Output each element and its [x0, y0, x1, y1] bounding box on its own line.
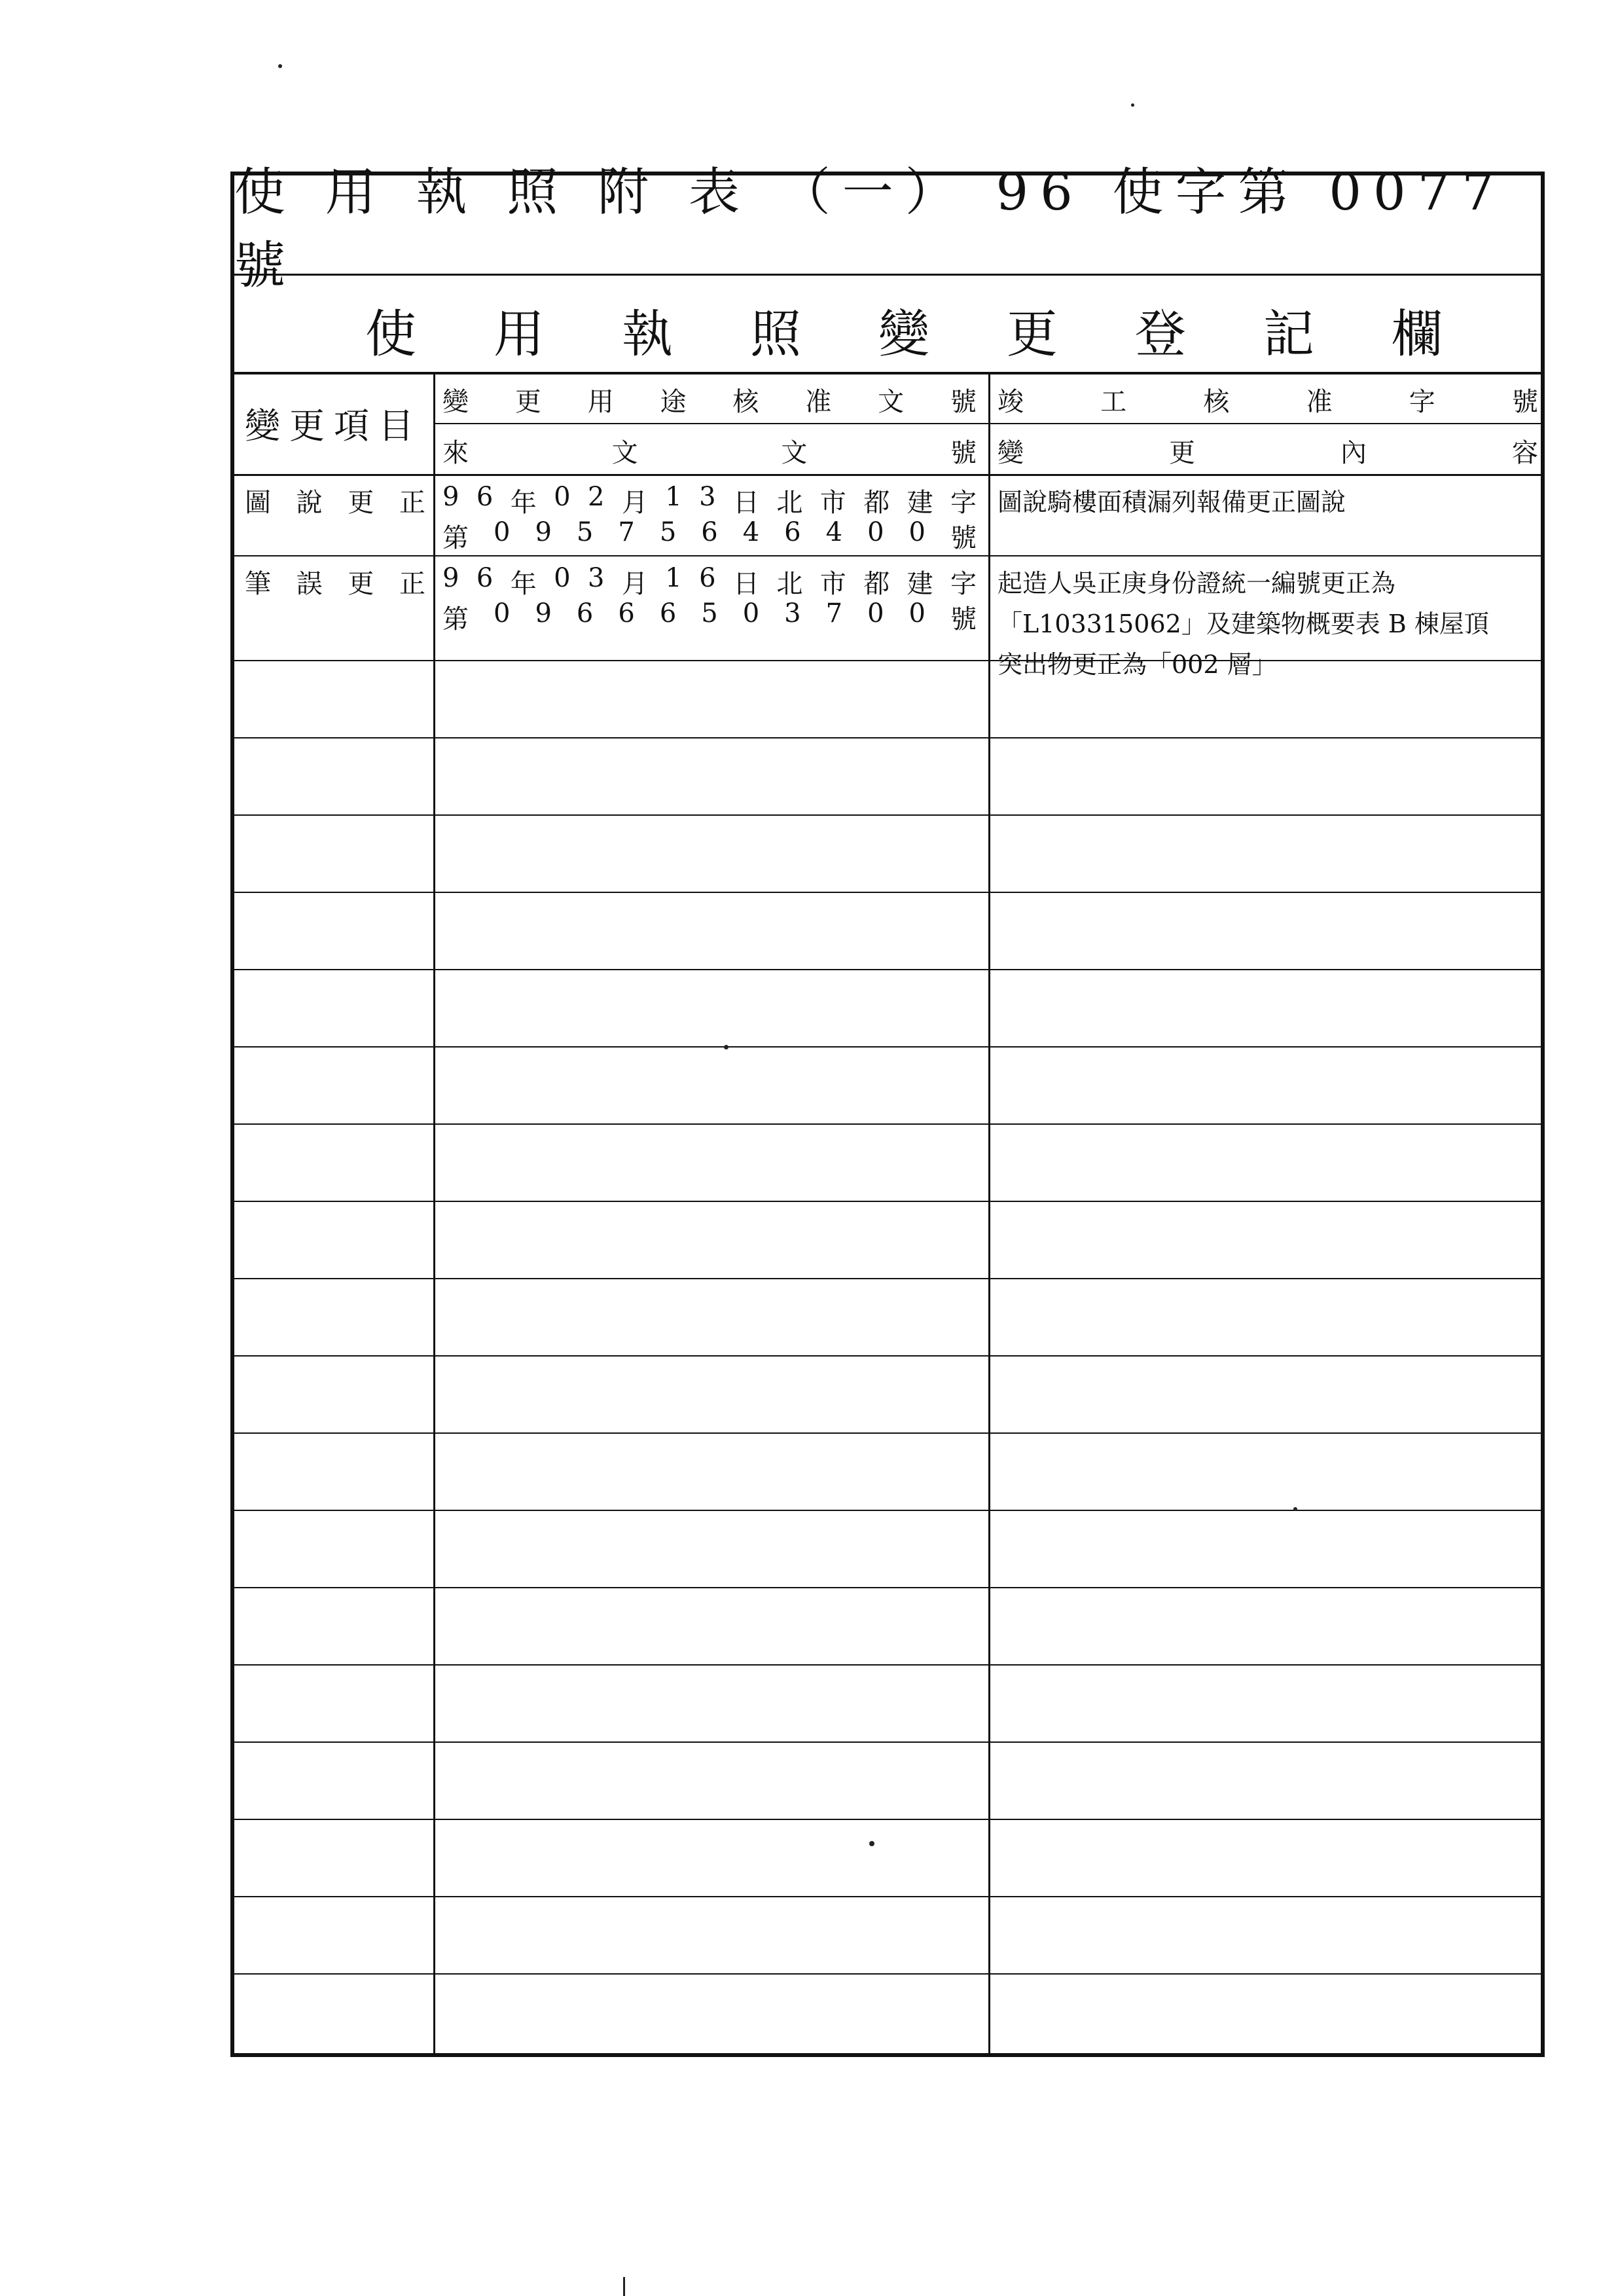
row-2-item: 筆 誤 更 正	[245, 569, 425, 599]
scan-speck	[724, 1045, 728, 1049]
row-line	[234, 1896, 1541, 1897]
header-change-item: 變更項目	[245, 405, 423, 446]
row-line	[234, 1973, 1541, 1975]
row-line	[234, 1201, 1541, 1202]
title-row	[234, 163, 1541, 295]
row-line	[234, 969, 1541, 970]
column-divider	[433, 372, 435, 2053]
scan-speck	[278, 64, 282, 68]
license-sheet	[230, 163, 1545, 2057]
subtitle-char: 執	[621, 305, 673, 364]
subtitle-char: 變	[878, 305, 929, 364]
row-2-doc-line1: 9 6 年 0 3 月 1 6 日 北 市 都 建 字	[442, 563, 977, 599]
scan-mark	[623, 2277, 625, 2296]
subtitle-row	[234, 274, 1541, 374]
scan-speck	[1293, 1507, 1297, 1511]
row-1-doc-line1: 9 6 年 0 2 月 1 3 日 北 市 都 建 字	[442, 482, 977, 518]
subtitle-char: 用	[493, 305, 545, 364]
row-line	[234, 660, 1541, 661]
subtitle-char: 使	[365, 305, 417, 364]
row-line	[234, 737, 1541, 738]
header-bottom-line	[234, 474, 1541, 476]
row-line	[234, 1741, 1541, 1743]
row-2-content-line2: 「L103315062」及建築物概要表 B 棟屋頂	[998, 610, 1489, 638]
registration-table	[234, 372, 1541, 2053]
row-1-content: 圖說騎樓面積漏列報備更正圖說	[998, 488, 1346, 517]
row-line	[234, 555, 1541, 556]
row-line	[234, 1123, 1541, 1125]
column-divider	[988, 372, 990, 2053]
header-approval-ref: 變 更 用 途 核 准 文 號	[442, 387, 977, 417]
subtitle-char: 記	[1263, 305, 1314, 364]
subtitle	[365, 293, 1443, 367]
header-completion-ref: 竣 工 核 准 字 號	[998, 387, 1538, 417]
row-line	[234, 1278, 1541, 1279]
page-title: 使 用 執 照 附 表 （一） 96 使字第 0077 號	[234, 163, 1506, 295]
subtitle-char: 照	[749, 305, 801, 364]
row-line	[234, 1432, 1541, 1434]
header-incoming-doc: 來 文 文 號	[442, 438, 977, 468]
subtitle-char: 登	[1134, 305, 1186, 364]
subtitle-char: 更	[1006, 305, 1058, 364]
row-2-content-line1: 起造人吳正庚身份證統一編號更正為	[998, 569, 1396, 598]
row-line	[234, 1819, 1541, 1820]
row-line	[234, 1664, 1541, 1666]
header-change-content: 變 更 內 容	[998, 438, 1538, 468]
header-mid-line	[433, 423, 1541, 424]
row-line	[234, 892, 1541, 893]
row-line	[234, 1046, 1541, 1048]
scan-speck	[1131, 103, 1134, 107]
subtitle-char: 欄	[1391, 305, 1443, 364]
row-line	[234, 1510, 1541, 1511]
scan-speck	[869, 1841, 874, 1846]
row-1-item: 圖 說 更 正	[245, 488, 425, 518]
row-line	[234, 814, 1541, 816]
row-2-doc-line2: 第 0 9 6 6 6 5 0 3 7 0 0 號	[442, 598, 977, 634]
row-2-content-line3: 突出物更正為「002 層」	[998, 650, 1277, 679]
row-1-doc-line2: 第 0 9 5 7 5 6 4 6 4 0 0 號	[442, 517, 977, 553]
row-line	[234, 1587, 1541, 1588]
row-line	[234, 1355, 1541, 1357]
